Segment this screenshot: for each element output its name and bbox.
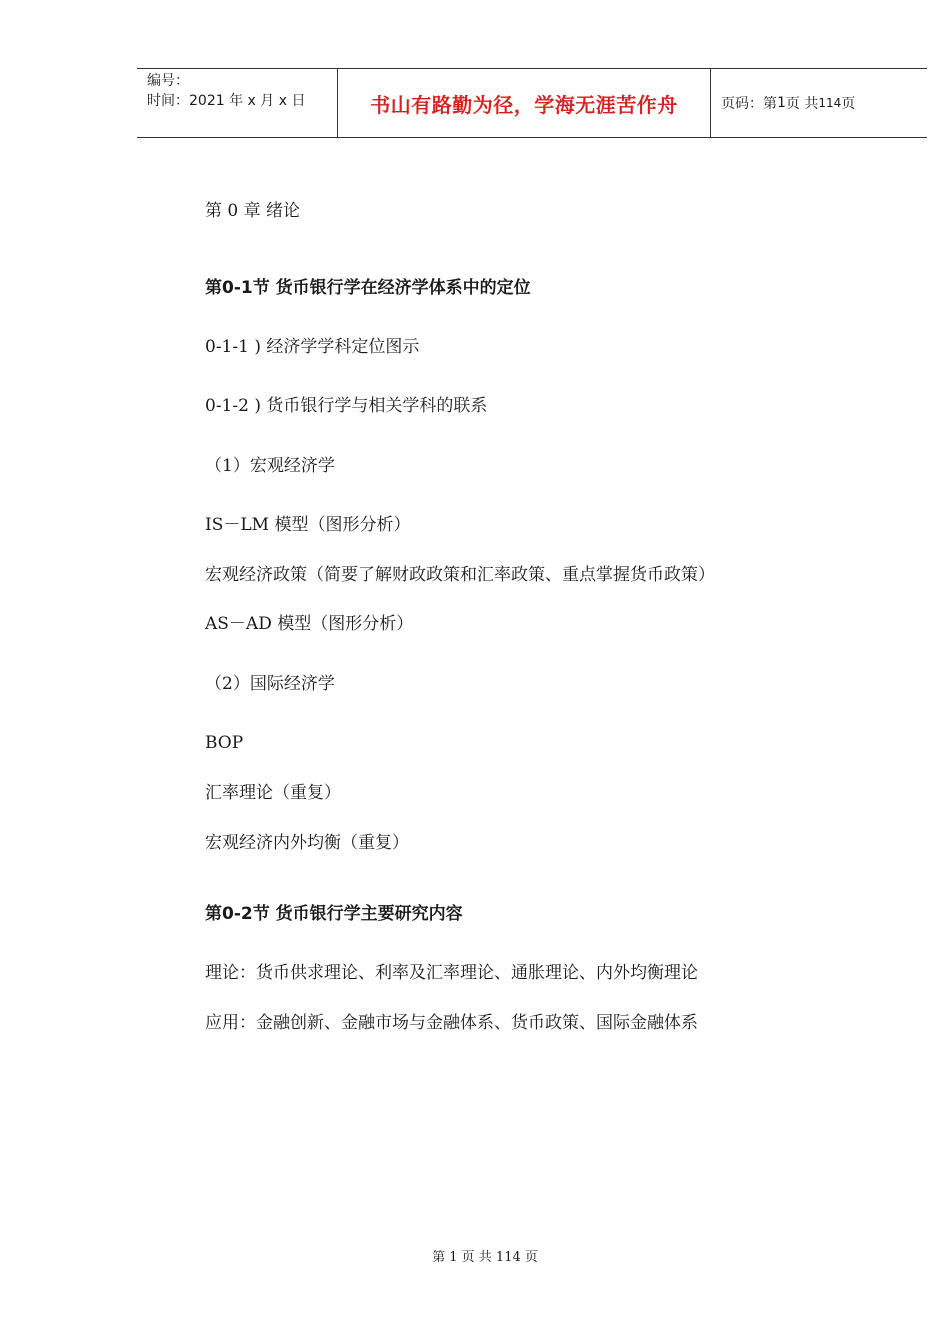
item-0-1-1: 0-1-1 ) 经济学学科定位图示 — [205, 337, 420, 357]
page-mid: 页 共 — [785, 96, 819, 112]
list-item-bop: BOP — [205, 733, 244, 753]
item-0-1-2: 0-1-2 ) 货币银行学与相关学科的联系 — [205, 396, 488, 416]
list-item-as-ad: AS－AD 模型（图形分析） — [205, 614, 414, 634]
list-item-fx-theory: 汇率理论（重复） — [205, 783, 341, 803]
list-item-balance: 宏观经济内外均衡（重复） — [205, 833, 409, 853]
chapter-title: 第 0 章 绪论 — [205, 201, 301, 221]
list-item-macro-policy: 宏观经济政策（简要了解财政政策和汇率政策、重点掌握货币政策） — [205, 565, 715, 585]
subheading-macroeconomics: （1）宏观经济学 — [205, 456, 335, 476]
page-current: 1 — [777, 95, 786, 111]
document-date: 时间：2021 年 x 月 x 日 — [147, 93, 306, 109]
document-number-label: 编号： — [147, 73, 189, 89]
page-footer: 第 1 页 共 114 页 — [432, 1250, 538, 1265]
section-heading-0-2: 第0-2节 货币银行学主要研究内容 — [205, 904, 463, 924]
page-header — [137, 68, 927, 138]
header-page-counter — [711, 69, 927, 137]
page-total: 114 — [818, 96, 842, 110]
header-meta — [137, 69, 338, 137]
header-motto: 书山有路勤为径，学海无涯苦作舟 — [338, 69, 711, 137]
theory-line: 理论：货币供求理论、利率及汇率理论、通胀理论、内外均衡理论 — [205, 963, 698, 983]
list-item-is-lm: IS－LM 模型（图形分析） — [205, 515, 411, 535]
subheading-international-economics: （2）国际经济学 — [205, 674, 335, 694]
application-line: 应用：金融创新、金融市场与金融体系、货币政策、国际金融体系 — [205, 1013, 698, 1033]
page-suffix: 页 — [841, 96, 856, 112]
section-heading-0-1: 第0-1节 货币银行学在经济学体系中的定位 — [205, 278, 531, 298]
page-prefix: 页码：第 — [721, 96, 777, 112]
